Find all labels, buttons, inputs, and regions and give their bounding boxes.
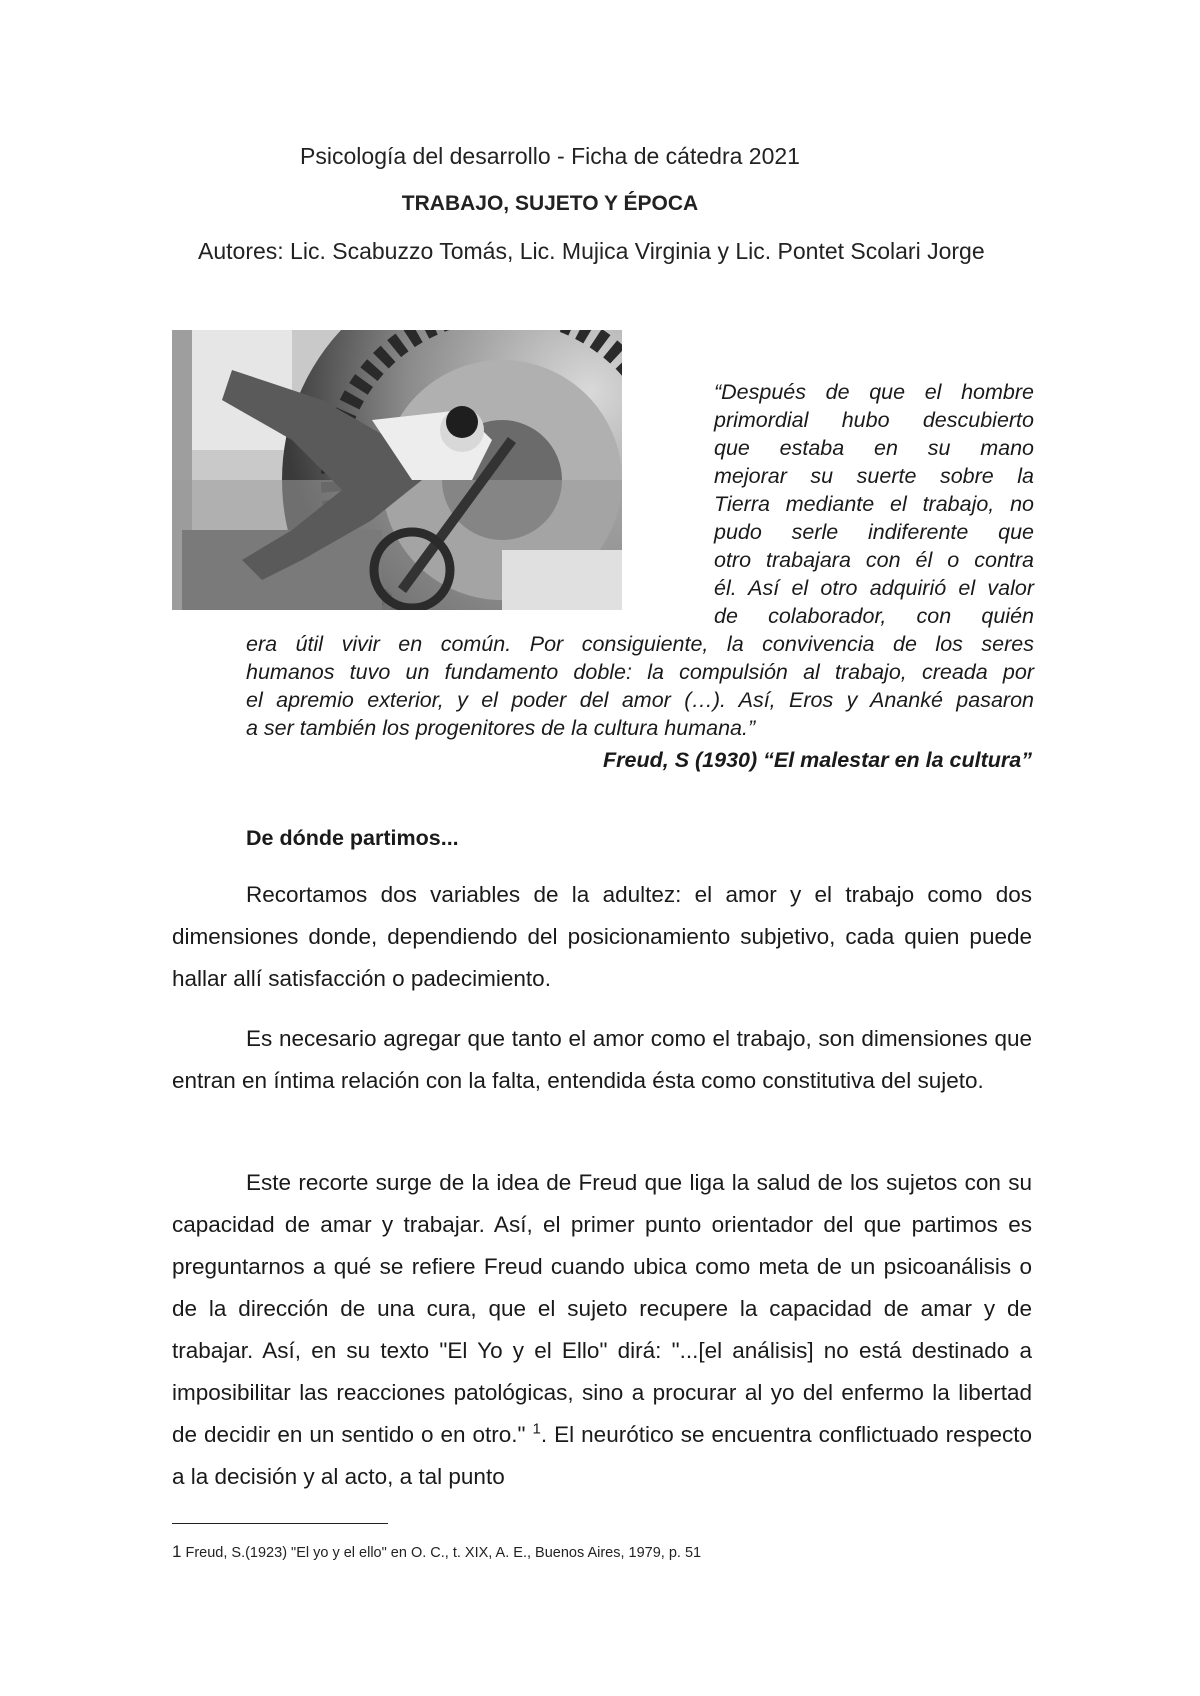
paragraph-text-part: Este recorte surge de la idea de Freud que liga la salud de los sujetos con su capacidad de amar y trabajar. Así, el primer punto orientador del que partimos es preguntarnos a qué se refiere Freud cuando ubica como meta de un psicoanálisis o de la dirección de una cura, que el sujeto recupere la capacidad de amar y de trabajar. Así, en su texto "El Yo y el Ello" dirá: "...[el análisis] no está destinado a imposibilitar las reacciones patológicas, sino a procurar al yo del enfermo la libertad de decidir en un sentido o en otro." <box>172 1170 1032 1447</box>
paragraph-text: Recortamos dos variables de la adultez: el amor y el trabajo como dos dimensiones donde, dependiendo del posicionamiento subjetivo, cada quien puede hallar allí satisfacción o padecimiento. <box>172 882 1032 991</box>
epigraph-citation: Freud, S (1930) “El malestar en la cultura” <box>603 748 1032 772</box>
epigraph-line: mejorar su suerte sobre la <box>714 464 1034 488</box>
footnote-text: Freud, S.(1923) "El yo y el ello" en O. C., t. XIX, A. E., Buenos Aires, 1979, p. 51 <box>185 1545 702 1561</box>
body-paragraph <box>172 1162 1032 1498</box>
epigraph-wide-block <box>246 630 1034 742</box>
epigraph-line: él. Así el otro adquirió el valor <box>714 576 1034 600</box>
epigraph-line: era útil vivir en común. Por consiguiente, la convivencia de los seres <box>246 632 1034 656</box>
epigraph-line: que estaba en su mano <box>714 436 1034 460</box>
footnote-separator <box>172 1523 388 1524</box>
epigraph-line: primordial hubo descubierto <box>714 408 1034 432</box>
section-heading: De dónde partimos... <box>246 826 459 850</box>
authors-line: Autores: Lic. Scabuzzo Tomás, Lic. Mujica Virginia y Lic. Pontet Scolari Jorge <box>198 238 985 264</box>
paragraph-text-part: . El neurótico se encuentra conflictuado respecto a la decisión y al acto, a tal punto <box>172 1422 1032 1489</box>
epigraph-right-column <box>714 378 1034 630</box>
factory-worker-photo <box>172 330 622 610</box>
body-paragraph <box>172 1018 1032 1102</box>
paragraph-text <box>172 1162 1032 1498</box>
epigraph-line: otro trabajara con él o contra <box>714 548 1034 572</box>
body-paragraph <box>172 874 1032 1000</box>
epigraph-line: de colaborador, con quién <box>714 604 1034 628</box>
footnote <box>172 1542 701 1562</box>
paragraph-text: Es necesario agregar que tanto el amor como el trabajo, son dimensiones que entran en íntima relación con la falta, entendida ésta como constitutiva del sujeto. <box>172 1026 1032 1093</box>
footnote-number: 1 <box>172 1542 182 1561</box>
epigraph-line: el apremio exterior, y el poder del amor (…). Así, Eros y Ananké pasaron <box>246 688 1034 712</box>
course-line: Psicología del desarrollo - Ficha de cátedra 2021 <box>300 143 800 169</box>
footnote-reference[interactable]: 1 <box>532 1420 541 1438</box>
epigraph-line: humanos tuvo un fundamento doble: la compulsión al trabajo, creada por <box>246 660 1034 684</box>
epigraph-line: “Después de que el hombre <box>714 380 1034 404</box>
document-title: TRABAJO, SUJETO Y ÉPOCA <box>401 192 699 215</box>
epigraph-line: a ser también los progenitores de la cultura humana.” <box>246 716 756 740</box>
epigraph-line: Tierra mediante el trabajo, no <box>714 492 1034 516</box>
epigraph-line: pudo serle indiferente que <box>714 520 1034 544</box>
